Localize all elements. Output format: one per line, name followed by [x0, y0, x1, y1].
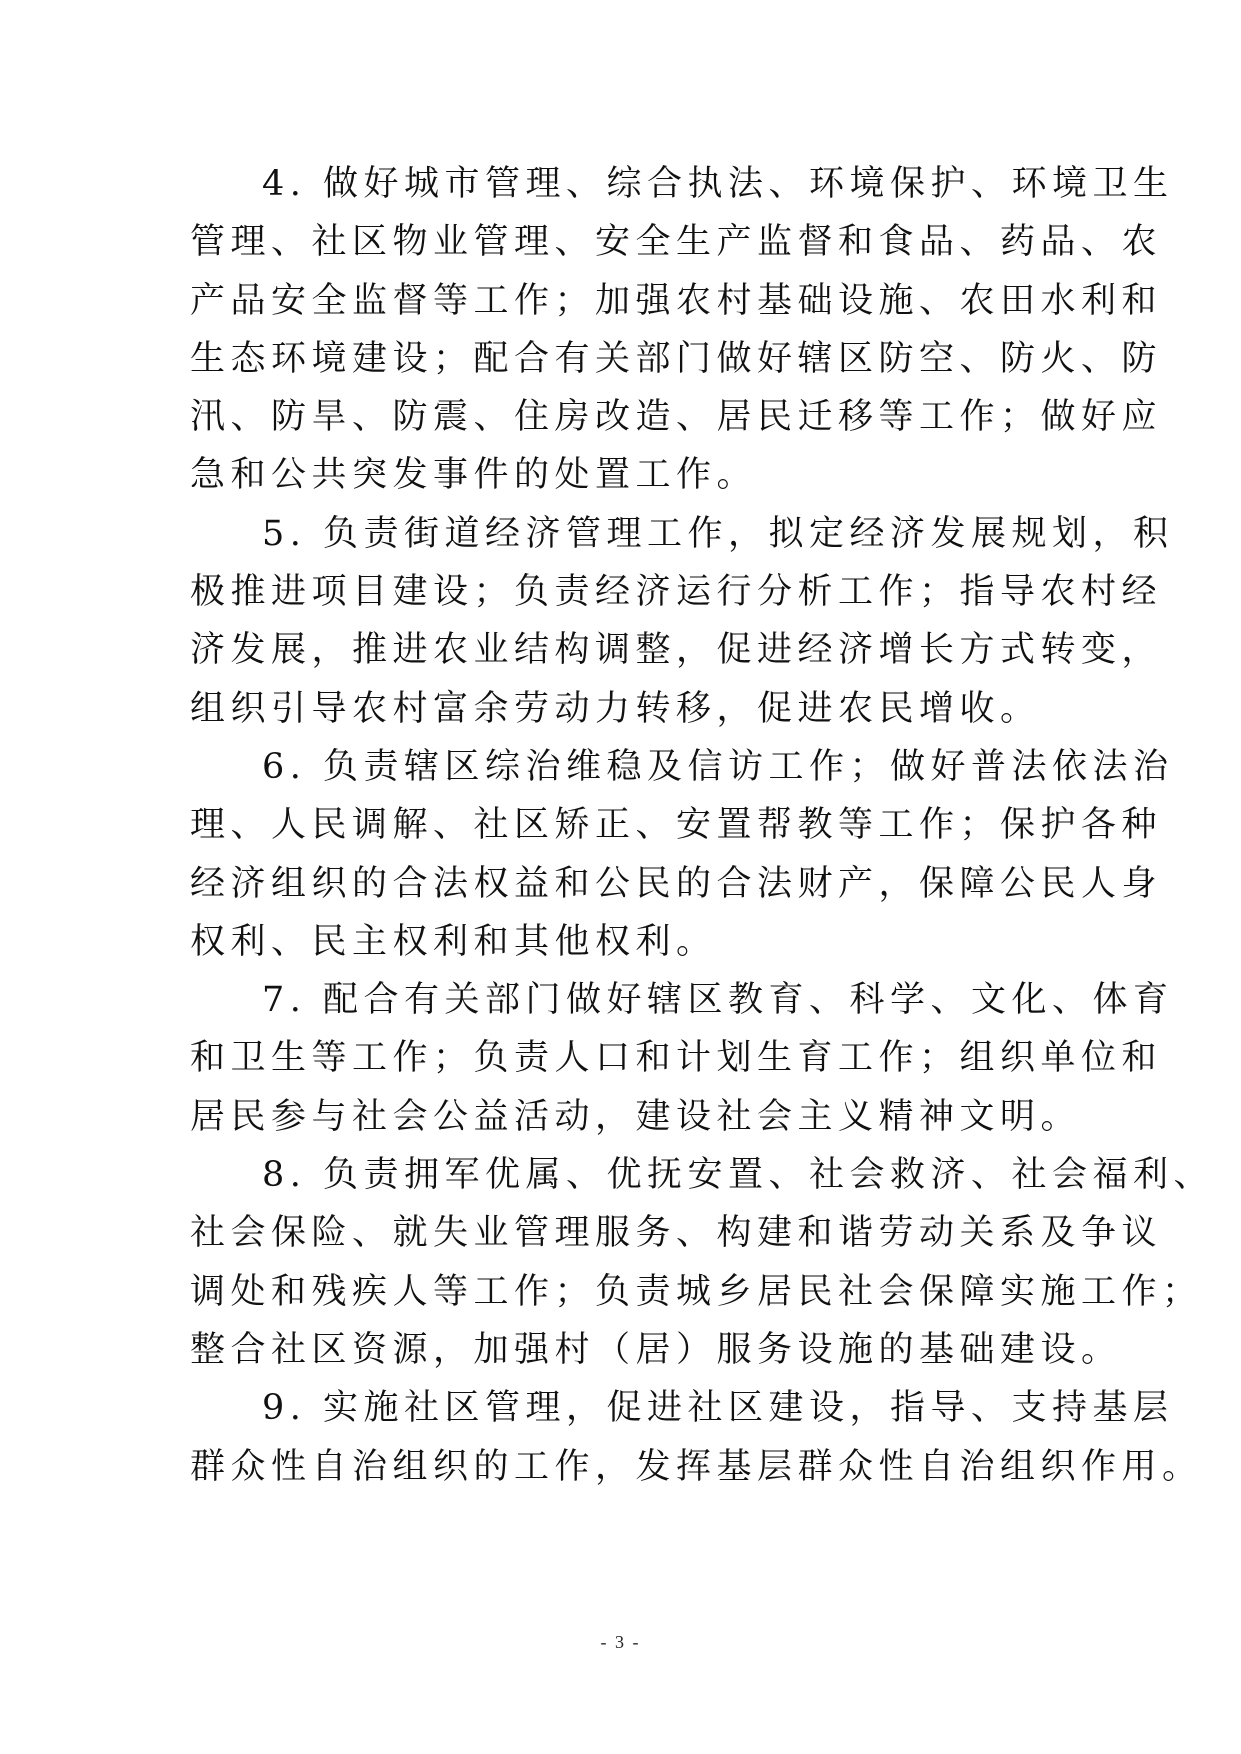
- text-line: 9. 实施社区管理，促进社区建设，指导、支持基层: [262, 1388, 1174, 1429]
- text-line: 4. 做好城市管理、综合执法、环境保护、环境卫生: [262, 164, 1174, 204]
- paragraph-item-4: [190, 155, 1174, 505]
- text-line: 整合社区资源，加强村（居）服务设施的基础建设。: [190, 1329, 1122, 1370]
- text-line: 调处和残疾人等工作；负责城乡居民社会保障实施工作；: [190, 1271, 1203, 1312]
- text-line: 管理、社区物业管理、安全生产监督和食品、药品、农: [190, 222, 1163, 263]
- text-line: 权利、民主权利和其他权利。: [190, 921, 717, 962]
- text-line: 7. 配合有关部门做好辖区教育、科学、文化、体育: [262, 980, 1174, 1021]
- paragraph-item-6: [190, 738, 1174, 971]
- text-line: 5. 负责街道经济管理工作，拟定经济发展规划，积: [262, 513, 1174, 554]
- text-line: 经济组织的合法权益和公民的合法财产，保障公民人身: [190, 863, 1163, 904]
- text-line: 济发展，推进农业结构调整，促进经济增长方式转变，: [190, 630, 1163, 671]
- text-line: 生态环境建设；配合有关部门做好辖区防空、防火、防: [190, 338, 1163, 379]
- text-line: 和卫生等工作；负责人口和计划生育工作；组织单位和: [190, 1038, 1163, 1079]
- text-line: 汛、防旱、防震、住房改造、居民迁移等工作；做好应: [190, 397, 1163, 438]
- text-line: 群众性自治组织的工作，发挥基层群众性自治组织作用。: [190, 1446, 1203, 1487]
- text-line: 产品安全监督等工作；加强农村基础设施、农田水利和: [190, 280, 1163, 321]
- text-line: 组织引导农村富余劳动力转移，促进农民增收。: [190, 688, 1041, 729]
- page-number: - 3 -: [600, 1632, 641, 1652]
- paragraph-item-8: [190, 1146, 1215, 1379]
- paragraph-item-5: [190, 505, 1174, 738]
- paragraph-item-9: [190, 1379, 1203, 1496]
- text-line: 8. 负责拥军优属、优抚安置、社会救济、社会福利、: [262, 1155, 1215, 1196]
- text-line: 居民参与社会公益活动，建设社会主义精神文明。: [190, 1096, 1082, 1137]
- text-line: 急和公共突发事件的处置工作。: [190, 455, 758, 496]
- text-line: 理、人民调解、社区矫正、安置帮教等工作；保护各种: [190, 805, 1163, 846]
- text-line: 6. 负责辖区综治维稳及信访工作；做好普法依法治: [262, 746, 1174, 787]
- text-line: 社会保险、就失业管理服务、构建和谐劳动关系及争议: [190, 1213, 1163, 1254]
- body-text: [190, 155, 1215, 1496]
- text-line: 极推进项目建设；负责经济运行分析工作；指导农村经: [190, 572, 1163, 613]
- paragraph-item-7: [190, 971, 1174, 1146]
